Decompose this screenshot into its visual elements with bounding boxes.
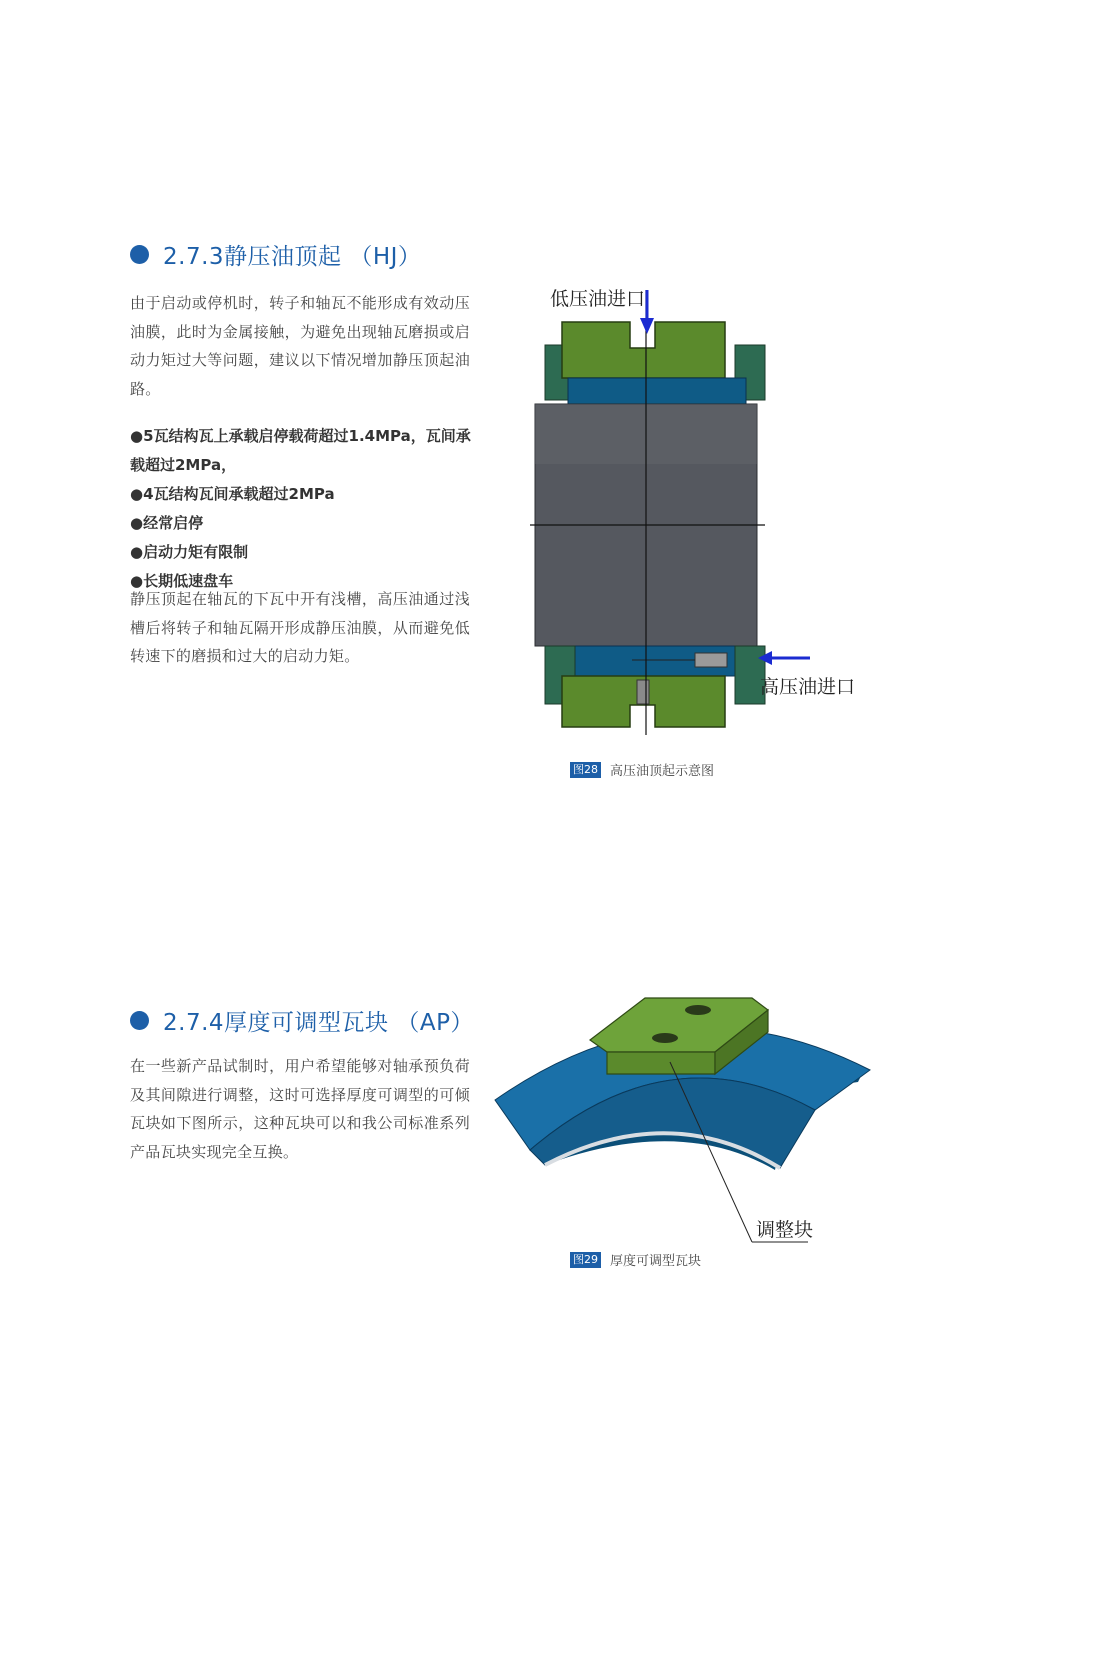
list-item: ● 启动力矩有限制 <box>130 538 475 567</box>
section-title-text: 2.7.4厚度可调型瓦块 （AP） <box>163 1010 474 1036</box>
intro-paragraph: 在一些新产品试制时，用户希望能够对轴承预负荷及其间隙进行调整，这时可选择厚度可调型的可倾瓦块如下图所示，这种瓦块可以和我公司标准系列产品瓦块实现完全互换。 <box>130 1057 470 1161</box>
upper-shell <box>568 378 746 404</box>
figure-number-tag: 图28 <box>570 762 601 778</box>
hydrostatic-jacking-diagram <box>530 280 880 740</box>
figure-caption-text: 高压油顶起示意图 <box>610 764 715 779</box>
block-hole <box>685 1005 711 1015</box>
low-pressure-inlet-label: 低压油进口 <box>550 288 646 310</box>
list-item: ● 经常启停 <box>130 509 475 538</box>
list-item: ● 4瓦结构瓦间承载超过2MPa <box>130 480 475 509</box>
figure-caption-28 <box>570 760 714 779</box>
oil-fitting <box>695 653 727 667</box>
condition-list <box>130 422 475 596</box>
outro-paragraph: 静压顶起在轴瓦的下瓦中开有浅槽，高压油通过浅槽后将转子和轴瓦隔开形成静压油膜，从而避免低转速下的磨损和过大的启动力矩。 <box>130 590 470 665</box>
figure-caption-text: 厚度可调型瓦块 <box>610 1254 702 1269</box>
section-bullet-dot <box>130 1011 149 1030</box>
high-pressure-inlet-label: 高压油进口 <box>760 676 856 698</box>
block-hole <box>652 1033 678 1043</box>
adjust-block-front <box>607 1052 715 1074</box>
list-item: ● 5瓦结构瓦上承载启停载荷超过1.4MPa，瓦间承载超过2MPa， <box>130 422 475 480</box>
top-cap <box>562 322 725 378</box>
base-bolt <box>637 680 649 704</box>
adjustable-pad-diagram <box>490 990 890 1260</box>
section-title-ap <box>130 1004 474 1037</box>
low-pressure-arrowhead <box>640 318 654 334</box>
figure-caption-29 <box>570 1250 701 1269</box>
adjustment-block-label: 调整块 <box>756 1219 814 1241</box>
figure-number-tag: 图29 <box>570 1252 601 1268</box>
list-item: ● 长期低速盘车 <box>130 567 475 596</box>
section-bullet-dot <box>130 245 149 264</box>
section-title-text: 2.7.3静压油顶起 （HJ） <box>163 244 422 270</box>
section-title-hj <box>130 238 421 271</box>
intro-paragraph: 由于启动或停机时，转子和轴瓦不能形成有效动压油膜，此时为金属接触，为避免出现轴瓦磨损或启动力矩过大等问题，建议以下情况增加静压顶起油路。 <box>130 294 470 398</box>
